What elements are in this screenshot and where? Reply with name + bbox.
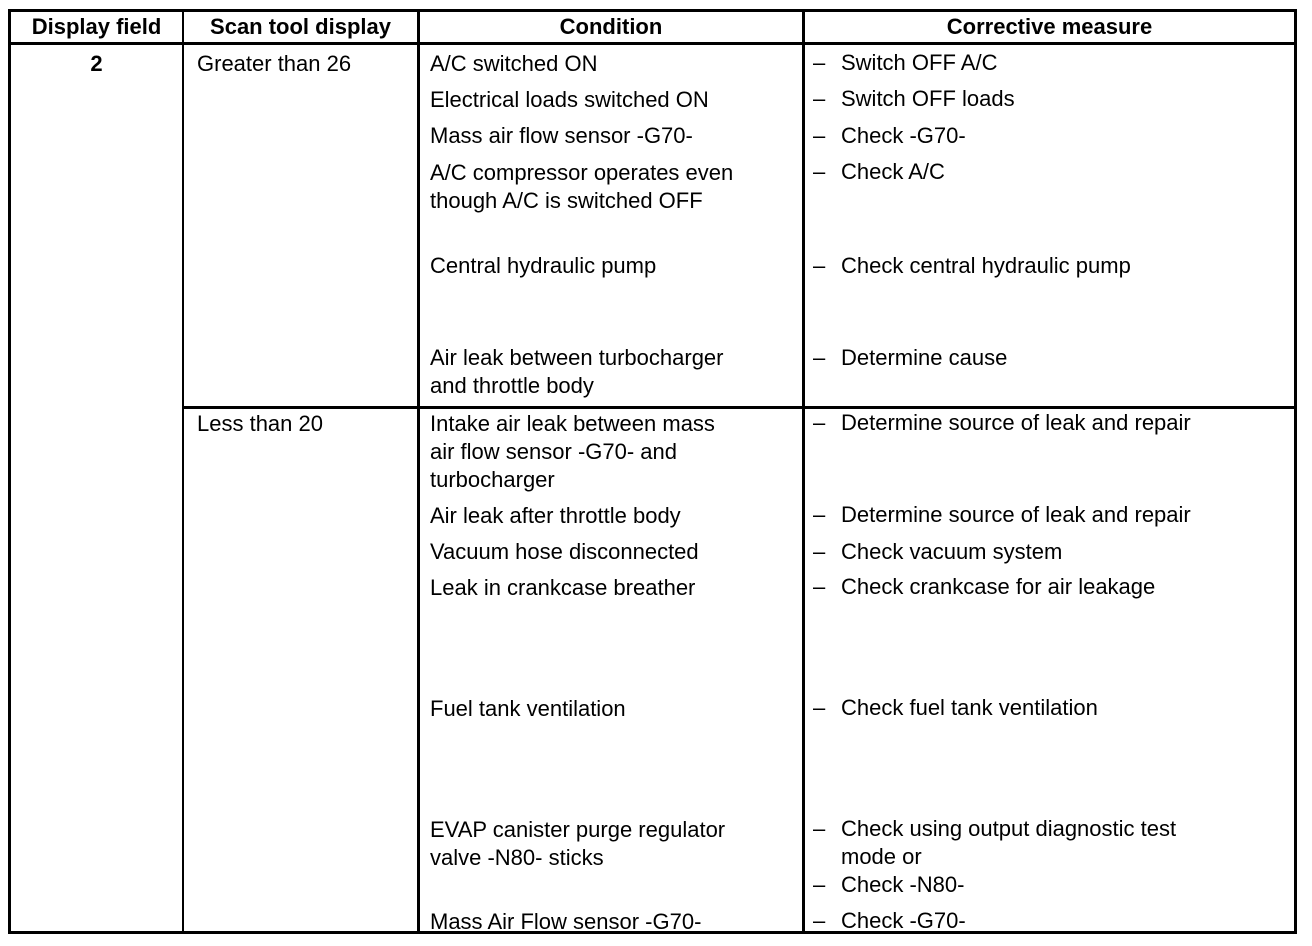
dash-glyph: – [813, 159, 826, 184]
measure-item [813, 49, 997, 77]
condition-text: A/C compressor operates even [430, 160, 734, 185]
column-divider [182, 12, 184, 931]
measure-text: Check crankcase for air leakage [841, 574, 1156, 599]
dash-glyph: – [813, 50, 826, 75]
measure-text: Check fuel tank ventilation [841, 695, 1098, 720]
measure-text: Determine source of leak and repair [841, 502, 1191, 527]
condition-text: Electrical loads switched ON [430, 87, 709, 112]
dash-glyph: – [813, 410, 826, 435]
measure-text: Check central hydraulic pump [841, 253, 1131, 278]
dash-glyph: – [813, 253, 826, 278]
condition-text: Mass air flow sensor -G70- [430, 123, 693, 148]
condition-text: Vacuum hose disconnected [430, 539, 699, 564]
measure-text: Switch OFF A/C [841, 50, 998, 75]
dash-glyph: – [813, 539, 826, 564]
condition-text: Intake air leak between mass [430, 411, 715, 436]
measure-item [813, 409, 1191, 437]
measure-text: Check -G70- [841, 123, 966, 148]
scan-value-greater: Greater than 26 [197, 51, 352, 76]
condition-text: turbocharger [430, 467, 555, 492]
measure-item [813, 815, 1176, 843]
measure-text: mode or [841, 844, 922, 869]
measure-item [813, 344, 1007, 372]
measure-item [813, 252, 1131, 280]
header-condition: Condition [559, 14, 663, 39]
display-field-value: 2 [90, 51, 103, 76]
measure-item [813, 694, 1098, 722]
column-divider [802, 12, 805, 931]
measure-text: Determine cause [841, 345, 1008, 370]
condition-text: Fuel tank ventilation [430, 696, 626, 721]
dash-glyph: – [813, 695, 826, 720]
measure-text: Check -G70- [841, 908, 966, 933]
measure-item [813, 538, 1062, 566]
condition-text: Mass Air Flow sensor -G70- [430, 909, 702, 934]
dash-glyph: – [813, 86, 826, 111]
measure-item [813, 871, 964, 899]
dash-glyph: – [813, 872, 826, 897]
measure-text: Check A/C [841, 159, 945, 184]
measure-text: Determine source of leak and repair [841, 410, 1191, 435]
condition-text: though A/C is switched OFF [430, 188, 703, 213]
condition-text: and throttle body [430, 373, 594, 398]
scan-value-less: Less than 20 [197, 411, 323, 436]
measure-item [813, 158, 945, 186]
condition-text: EVAP canister purge regulator [430, 817, 726, 842]
dash-glyph: – [813, 908, 826, 933]
dash-glyph: – [813, 574, 826, 599]
header-scan-tool-display: Scan tool display [210, 14, 391, 39]
measure-item [813, 122, 966, 150]
condition-text: Air leak between turbocharger [430, 345, 724, 370]
measure-item [813, 843, 922, 871]
condition-text: air flow sensor -G70- and [430, 439, 677, 464]
header-display-field: Display field [31, 14, 162, 39]
dash-glyph: – [813, 816, 826, 841]
column-divider [417, 12, 420, 931]
condition-text: Central hydraulic pump [430, 253, 657, 278]
measure-item [813, 907, 966, 935]
condition-text: valve -N80- sticks [430, 845, 604, 870]
diagnostic-table [8, 9, 1297, 934]
measure-text: Switch OFF loads [841, 86, 1015, 111]
condition-text: A/C switched ON [430, 51, 598, 76]
measure-text: Check -N80- [841, 872, 965, 897]
header-corrective-measure: Corrective measure [946, 14, 1153, 39]
measure-item [813, 85, 1015, 113]
measure-item [813, 501, 1191, 529]
dash-glyph: – [813, 345, 826, 370]
measure-item [813, 573, 1155, 601]
dash-glyph: – [813, 502, 826, 527]
measure-text: Check using output diagnostic test [841, 816, 1177, 841]
condition-text: Leak in crankcase breather [430, 575, 696, 600]
dash-glyph: – [813, 123, 826, 148]
condition-text: Air leak after throttle body [430, 503, 681, 528]
measure-text: Check vacuum system [841, 539, 1063, 564]
